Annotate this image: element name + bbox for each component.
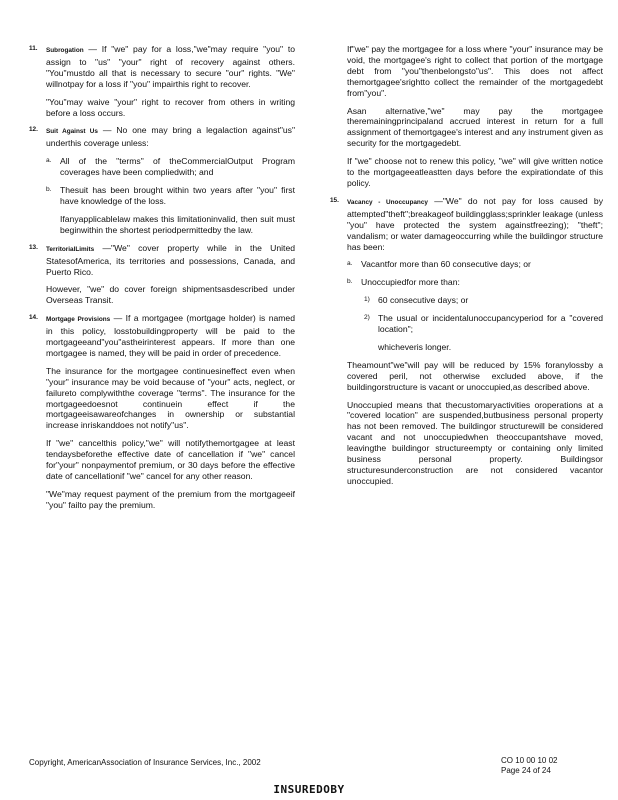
- paragraph: Theamount"we"will pay will be reduced by 15% foranylossby a covered peril, not otherwise excluded above, if the buildingorstructure is vacant or unoccupied,as described above.: [347, 359, 603, 392]
- paragraph: —"We" do not pay for loss caused by attempted"theft";breakageof buildingglass;sprinkler leakage (unless "you" have protected the system againstfreezing); "theft"; vandalism; or water damageoccurring while the buildingor structure has been:: [347, 195, 604, 252]
- right-column: [330, 44, 604, 494]
- section-mortgage-provisions-continued: [347, 44, 603, 189]
- section-number: 13.: [29, 243, 38, 251]
- section-suit-against-us: [29, 125, 295, 235]
- section-number: 12.: [29, 126, 38, 134]
- list-text: The usual or incidentalunoccupancyperiod for a "covered location";: [378, 313, 603, 335]
- section-vacancy-unoccupancy: [330, 196, 603, 487]
- list-label: a.: [46, 157, 52, 165]
- section-heading: TerritorialLimits: [46, 245, 95, 253]
- paragraph: If "we" choose not to renew this policy, "we" will give written notice to the mortgageeatleastten days before the expirationdate of this policy.: [347, 156, 603, 188]
- list-item: [46, 156, 295, 178]
- list-text: Unoccupiedfor more than:: [361, 277, 460, 288]
- paragraph: — If "we" pay for a loss,"we"may require "you" to assign to "us" "your" right of recovery against others. "You"mustdo all that is necessary to secure "our" rights. "We" willnotpay for a loss if "you" impairthis right to recover.: [46, 44, 296, 89]
- list-text: Vacantfor more than 60 consecutive days; or: [361, 259, 531, 270]
- paragraph: — No one may bring a legalaction against"us" underthis coverage unless:: [46, 125, 296, 149]
- list-label: 2): [364, 314, 370, 322]
- list-item: [364, 313, 603, 335]
- section-number: 11.: [29, 45, 38, 52]
- paragraph: whicheveris longer.: [378, 341, 452, 352]
- section-heading: Mortgage Provisions: [46, 316, 111, 324]
- section-number: 14.: [29, 314, 38, 322]
- paragraph: Unoccupied means that thecustomaryactivities oroperations at a "covered location" are suspended,butbusiness personal property has not been removed. The buildingor structurewill be considered vacant and not unoccupiedwhen theoccupantshave moved, leavingthe buildingor structureempty or containing only limited business personal property. Buildingsor structuresunderconstruction are not considered vacantor unoccupied.: [347, 399, 603, 486]
- paragraph: "You"may waive "your" right to recover from others in writing before a loss occurs.: [46, 96, 295, 118]
- list-label: a.: [347, 260, 353, 268]
- section-mortgage-provisions: [29, 313, 295, 511]
- page-number: Page 24 of 24: [501, 766, 551, 775]
- paragraph: — If a mortgagee (mortgage holder) is named in this policy, losstobuildingproperty will be paid to the mortgageeand"you"astheirinterest appears. If more than one mortgagee is named, they will be paid in order of precedence.: [46, 313, 295, 358]
- list-label: b.: [347, 278, 353, 286]
- list-item: [347, 259, 603, 270]
- paragraph: However, "we" do cover foreign shipmentsasdescribed under Overseas Transit.: [46, 284, 295, 306]
- section-territorial-limits: [29, 243, 295, 307]
- paragraph: If"we" pay the mortgagee for a loss where "your" insurance may be void, the mortgagee's right to collect that portion of the mortgage debt from "you"thenbelongsto"us". This does not affect themortgagee'srightto collect the remainder of the mortgagedebt from"you".: [347, 44, 603, 98]
- section-heading: Suit Against Us: [46, 128, 98, 136]
- section-subrogation: [29, 44, 295, 118]
- form-code: CO 10 00 10 02: [501, 756, 558, 765]
- list-label: b.: [46, 186, 52, 194]
- section-number: 15.: [330, 196, 339, 204]
- brand-watermark: INSUREDOBY: [273, 783, 345, 796]
- list-text: 60 consecutive days; or: [378, 295, 469, 306]
- copyright-notice: Copyright, AmericanAssociation of Insurance Services, Inc., 2002: [29, 758, 261, 767]
- form-number: [501, 756, 557, 776]
- paragraph: The insurance for the mortgagee continuesineffect even when "your" insurance may be void because of "your" acts, neglect, or failureto complywiththe coverage "terms". The insurance for the mortgageedoesnot continuein effect if the mortgageeisawareofchanges in ownership or substantial increase inriskanddoes not notify"us".: [46, 365, 295, 431]
- section-heading: Vacancy - Unoccupancy: [347, 198, 428, 206]
- paragraph: If "we" cancelthis policy,"we" will notifythemortgagee at least tendaysbeforethe effective date of cancellation if "we" cancel for"your" nonpaymentof premium, or 30 days before the effective date of cancellationif "we" cancel for any other reason.: [46, 438, 295, 481]
- list-text: Thesuit has been brought within two years after "you" first have knowledge of the loss.: [60, 185, 295, 206]
- list-label: 1): [364, 296, 370, 304]
- paragraph: Ifanyapplicablelaw makes this limitationinvalid, then suit must beginwithin the shortest periodpermittedby the law.: [60, 213, 295, 235]
- paragraph: Asan alternative,"we" may pay the mortgagee theremainingprincipaland accrued interest in return for a full assignment of themortgagee's interest and any instrument given as security for the mortgagedebt.: [347, 105, 603, 149]
- paragraph: —"We" cover property while in the United StatesofAmerica, its territories and possessions, Canada, and Puerto Rico.: [46, 242, 296, 277]
- paragraph: "We"may request payment of the premium from the mortgageeif "you" failto pay the premium.: [46, 488, 295, 510]
- list-item: [46, 185, 295, 207]
- list-text: All of the "terms" of theCommercialOutput Program coverages have been compliedwith; and: [60, 156, 295, 178]
- left-column: [29, 44, 295, 518]
- section-heading: Subrogation: [46, 47, 84, 54]
- list-item: [347, 277, 603, 288]
- list-item: [364, 295, 603, 306]
